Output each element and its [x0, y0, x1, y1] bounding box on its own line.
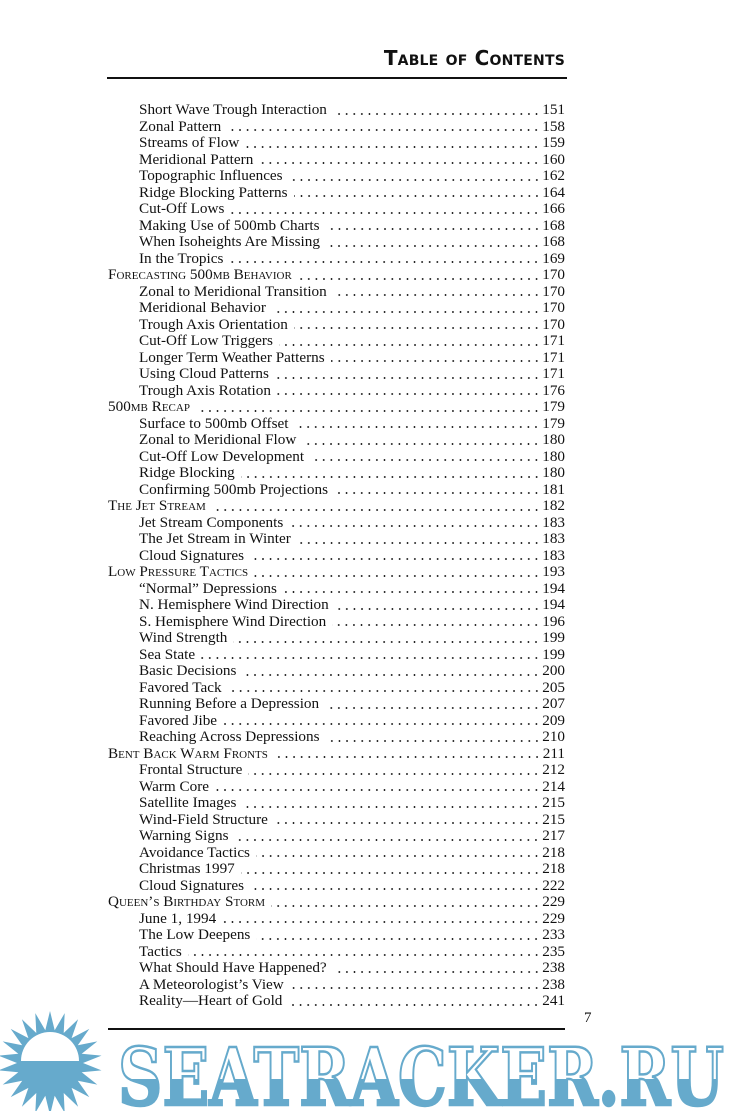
entry-title: Topographic Influences — [139, 167, 283, 184]
dot-leader — [275, 377, 540, 379]
entry-title: Running Before a Depression — [139, 695, 320, 712]
entry-title: Surface to 500mb Offset — [139, 414, 289, 432]
toc-section-entry — [108, 894, 565, 911]
dot-leader — [233, 641, 540, 643]
toc-entry — [108, 548, 565, 565]
entry-page-number: 183 — [542, 513, 565, 531]
entry-title: Sea State — [139, 645, 196, 663]
entry-page-number: 170 — [542, 266, 565, 283]
sun-icon — [0, 1011, 102, 1111]
toc-entry — [108, 927, 565, 944]
toc-entry — [108, 845, 565, 862]
entry-title: Using Cloud Patterns — [139, 365, 269, 382]
entry-title: In the Tropics — [139, 249, 224, 267]
toc-entry — [108, 762, 565, 779]
entry-page-number: 238 — [542, 975, 565, 993]
dot-leader — [188, 954, 540, 956]
entry-page-number: 196 — [542, 612, 565, 630]
dot-leader — [332, 624, 540, 626]
entry-title: Making Use of 500mb Charts — [139, 216, 320, 234]
entry-title: 500mb Recap — [108, 398, 190, 415]
entry-page-number: 168 — [542, 233, 565, 250]
dot-leader — [294, 327, 540, 329]
dot-leader — [227, 129, 540, 131]
entry-title: Favored Jibe — [139, 711, 218, 729]
entry-title: The Jet Stream in Winter — [139, 530, 291, 547]
entry-page-number: 214 — [542, 777, 565, 795]
entry-title: Frontal Structure — [139, 761, 243, 778]
toc-entry — [108, 350, 565, 367]
entry-title: “Normal” Depressions — [139, 579, 277, 597]
entry-page-number: 159 — [542, 134, 565, 151]
toc-entry — [108, 729, 565, 746]
dot-leader — [274, 756, 541, 758]
entry-title: Cut-Off Lows — [139, 200, 225, 217]
toc-entry — [108, 482, 565, 499]
entry-page-number: 205 — [542, 678, 565, 696]
entry-page-number: 207 — [542, 695, 565, 712]
toc-entry — [108, 251, 565, 268]
dot-leader — [256, 938, 540, 940]
toc-entry — [108, 333, 565, 350]
dot-leader — [333, 294, 540, 296]
entry-title: Warning Signs — [139, 827, 229, 844]
entry-page-number: 176 — [542, 381, 565, 399]
entry-page-number: 229 — [542, 893, 565, 910]
toc-entry — [108, 713, 565, 730]
entry-title: Reaching Across Depressions — [139, 728, 320, 745]
entry-title: Bent Back Warm Fronts — [108, 744, 268, 762]
dot-leader — [335, 608, 540, 610]
entry-page-number: 193 — [542, 563, 565, 580]
dot-leader — [298, 278, 540, 280]
toc-entry — [108, 647, 565, 664]
toc-section-entry — [108, 267, 565, 284]
watermark-text: SEATRACKER.RU — [118, 1030, 724, 1111]
entry-page-number: 194 — [542, 579, 565, 597]
toc-entry — [108, 911, 565, 928]
dot-leader — [242, 674, 540, 676]
dot-leader — [234, 839, 540, 841]
dot-leader — [271, 905, 540, 907]
entry-page-number: 210 — [542, 728, 565, 745]
dot-leader — [289, 179, 541, 181]
dot-leader — [302, 443, 540, 445]
dot-leader — [241, 872, 540, 874]
page-header-title: Table of Contents — [383, 46, 565, 70]
entry-page-number: 235 — [542, 942, 565, 960]
dot-leader — [310, 459, 540, 461]
entry-page-number: 169 — [542, 249, 565, 267]
dot-leader — [230, 212, 540, 214]
toc-entry — [108, 696, 565, 713]
entry-page-number: 209 — [542, 711, 565, 729]
entry-title: Tactics — [139, 942, 182, 960]
entry-title: Forecasting 500mb Behavior — [108, 266, 292, 283]
dot-leader — [248, 773, 540, 775]
toc-entry — [108, 515, 565, 532]
toc-entry — [108, 218, 565, 235]
page-number: 7 — [584, 1010, 592, 1026]
entry-page-number: 170 — [542, 282, 565, 300]
toc-entry — [108, 878, 565, 895]
entry-title: Meridional Pattern — [139, 150, 254, 168]
entry-page-number: 168 — [542, 216, 565, 234]
entry-title: Zonal Pattern — [139, 117, 222, 135]
dot-leader — [250, 888, 540, 890]
toc-section-entry — [108, 746, 565, 763]
dot-leader — [294, 195, 541, 197]
entry-page-number: 229 — [542, 909, 565, 927]
entry-title: Favored Tack — [139, 678, 222, 696]
dot-leader — [272, 311, 540, 313]
toc-entry — [108, 812, 565, 829]
dot-leader — [297, 542, 540, 544]
dot-leader — [279, 344, 540, 346]
entry-title: Longer Term Weather Patterns — [139, 348, 325, 366]
toc-entry — [108, 119, 565, 136]
dot-leader — [259, 162, 540, 164]
toc-entry — [108, 680, 565, 697]
toc-entry — [108, 168, 565, 185]
dot-leader — [326, 245, 540, 247]
entry-page-number: 180 — [542, 447, 565, 465]
dot-leader — [215, 789, 540, 791]
dot-leader — [334, 492, 540, 494]
entry-title: Christmas 1997 — [139, 860, 235, 877]
entry-page-number: 170 — [542, 315, 565, 333]
entry-title: A Meteorologist’s View — [139, 975, 284, 993]
dot-leader — [245, 146, 540, 148]
toc-entry — [108, 234, 565, 251]
entry-page-number: 170 — [542, 299, 565, 316]
entry-page-number: 212 — [542, 761, 565, 778]
dot-leader — [242, 806, 540, 808]
toc-entry — [108, 795, 565, 812]
entry-title: Cut-Off Low Development — [139, 447, 305, 465]
toc-entry — [108, 861, 565, 878]
dot-leader — [333, 971, 541, 973]
entry-title: Low Pressure Tactics — [108, 563, 249, 580]
entry-page-number: 171 — [542, 365, 565, 382]
dot-leader — [229, 261, 540, 263]
dot-leader — [325, 707, 540, 709]
entry-page-number: 180 — [542, 464, 565, 481]
entry-title: Cloud Signatures — [139, 876, 245, 894]
entry-title: Queen’s Birthday Storm — [108, 893, 266, 910]
entry-title: Short Wave Trough Interaction — [139, 101, 327, 118]
toc-section-entry — [108, 564, 565, 581]
toc-entry — [108, 465, 565, 482]
footer-rule — [108, 1028, 565, 1030]
dot-leader — [254, 575, 540, 577]
toc-entry — [108, 201, 565, 218]
toc-entry — [108, 135, 565, 152]
dot-leader — [222, 921, 540, 923]
dot-leader — [250, 558, 540, 560]
entry-page-number: 180 — [542, 431, 565, 448]
entry-title: Warm Core — [139, 777, 210, 795]
entry-title: Wind-Field Structure — [139, 810, 268, 828]
entry-page-number: 194 — [542, 596, 565, 613]
toc-section-entry — [108, 399, 565, 416]
toc-entry — [108, 663, 565, 680]
dot-leader — [228, 690, 541, 692]
entry-page-number: 199 — [542, 645, 565, 663]
entry-title: N. Hemisphere Wind Direction — [139, 596, 329, 613]
entry-page-number: 200 — [542, 662, 565, 679]
toc-entry — [108, 597, 565, 614]
entry-page-number: 182 — [542, 497, 565, 514]
table-of-contents — [108, 102, 565, 1010]
watermark-logo — [0, 1005, 736, 1111]
entry-page-number: 211 — [542, 744, 565, 762]
dot-leader — [241, 476, 540, 478]
dot-leader — [283, 591, 540, 593]
entry-page-number: 158 — [542, 117, 565, 135]
entry-title: Basic Decisions — [139, 662, 237, 679]
entry-title: The Low Deepens — [139, 926, 251, 943]
toc-section-entry — [108, 498, 565, 515]
toc-entry — [108, 581, 565, 598]
toc-entry — [108, 993, 565, 1010]
entry-page-number: 215 — [542, 794, 565, 811]
entry-page-number: 151 — [542, 101, 565, 118]
entry-page-number: 183 — [542, 546, 565, 564]
toc-entry — [108, 614, 565, 631]
dot-leader — [326, 740, 541, 742]
dot-leader — [201, 657, 540, 659]
entry-page-number: 183 — [542, 530, 565, 547]
dot-leader — [274, 822, 540, 824]
entry-title: June 1, 1994 — [139, 909, 217, 927]
entry-title: Trough Axis Orientation — [139, 315, 288, 333]
dot-leader — [290, 987, 540, 989]
toc-entry — [108, 960, 565, 977]
entry-page-number: 179 — [542, 414, 565, 432]
entry-page-number: 162 — [542, 167, 565, 184]
toc-entry — [108, 102, 565, 119]
dot-leader — [326, 228, 541, 230]
entry-title: Cut-Off Low Triggers — [139, 332, 273, 349]
entry-page-number: 218 — [542, 843, 565, 861]
toc-entry — [108, 449, 565, 466]
entry-title: Meridional Behavior — [139, 299, 266, 316]
entry-page-number: 171 — [542, 332, 565, 349]
dot-leader — [256, 855, 540, 857]
entry-page-number: 215 — [542, 810, 565, 828]
dot-leader — [212, 509, 540, 511]
toc-entry — [108, 416, 565, 433]
entry-title: Trough Axis Rotation — [139, 381, 271, 399]
entry-page-number: 233 — [542, 926, 565, 943]
entry-title: Reality—Heart of Gold — [139, 992, 283, 1009]
dot-leader — [294, 426, 540, 428]
dot-leader — [289, 525, 540, 527]
dot-leader — [277, 393, 540, 395]
toc-entry — [108, 977, 565, 994]
entry-title: What Should Have Happened? — [139, 959, 327, 976]
entry-title: The Jet Stream — [108, 497, 206, 514]
toc-entry — [108, 432, 565, 449]
toc-entry — [108, 366, 565, 383]
dot-leader — [196, 410, 540, 412]
dot-leader — [331, 360, 541, 362]
dot-leader — [223, 723, 540, 725]
entry-page-number: 222 — [542, 876, 565, 894]
entry-page-number: 218 — [542, 860, 565, 877]
dot-leader — [333, 113, 540, 115]
entry-page-number: 164 — [542, 183, 565, 201]
entry-page-number: 179 — [542, 398, 565, 415]
entry-title: Satellite Images — [139, 794, 237, 811]
dot-leader — [288, 1004, 540, 1006]
entry-title: Confirming 500mb Projections — [139, 480, 328, 498]
entry-title: Cloud Signatures — [139, 546, 245, 564]
toc-entry — [108, 828, 565, 845]
entry-page-number: 241 — [542, 992, 565, 1009]
toc-entry — [108, 284, 565, 301]
toc-entry — [108, 317, 565, 334]
toc-entry — [108, 630, 565, 647]
entry-title: Ridge Blocking Patterns — [139, 183, 288, 201]
entry-page-number: 166 — [542, 200, 565, 217]
toc-entry — [108, 779, 565, 796]
entry-title: S. Hemisphere Wind Direction — [139, 612, 327, 630]
toc-entry — [108, 944, 565, 961]
entry-page-number: 217 — [542, 827, 565, 844]
entry-title: Jet Stream Components — [139, 513, 284, 531]
toc-entry — [108, 300, 565, 317]
entry-page-number: 160 — [542, 150, 565, 168]
entry-page-number: 181 — [542, 480, 565, 498]
entry-page-number: 238 — [542, 959, 565, 976]
toc-entry — [108, 383, 565, 400]
entry-title: Streams of Flow — [139, 134, 240, 151]
entry-title: When Isoheights Are Missing — [139, 233, 320, 250]
toc-entry — [108, 531, 565, 548]
entry-title: Wind Strength — [139, 629, 228, 646]
toc-entry — [108, 185, 565, 202]
entry-title: Ridge Blocking — [139, 464, 235, 481]
toc-entry — [108, 152, 565, 169]
entry-title: Zonal to Meridional Transition — [139, 282, 327, 300]
entry-page-number: 199 — [542, 629, 565, 646]
entry-title: Avoidance Tactics — [139, 843, 250, 861]
entry-page-number: 171 — [542, 348, 565, 366]
entry-title: Zonal to Meridional Flow — [139, 431, 297, 448]
header-rule — [107, 77, 567, 79]
